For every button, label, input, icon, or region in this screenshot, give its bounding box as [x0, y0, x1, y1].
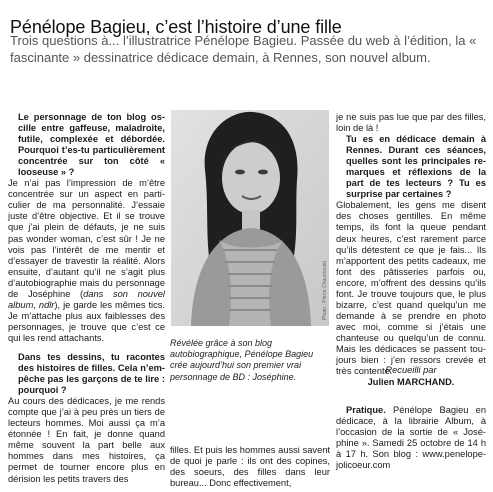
author-name: Julien MARCHAND.: [367, 376, 455, 387]
column-3: [336, 112, 486, 377]
answer-1-note: dans son nouvel album, ndlr: [8, 288, 165, 310]
question-1: Le personnage de ton blog oscille entre gaffeuse, maladroite, futile, complexée et débordée. Pourquoi t’es-tu particulièrement concentrée sur ton côté « looseuse » ?: [18, 112, 165, 178]
portrait-illustration: [171, 110, 329, 326]
portrait-photo: [171, 110, 329, 326]
signature: [336, 365, 486, 388]
answer-2: Au cours des dédicaces, je me rends compte que j’ai à peu près un tiers de lecteurs hommes. Moi aussi ça m’a étonnée ! En fait, je donne quand même souvent la part belle aux hommes dans mes histoires, ça permet de tourner encore plus en dérision les petits travers des: [8, 396, 165, 484]
article-lead: Trois questions à... l’illustratrice Pénélope Bagieu. Passée du web à l’édition, la « fascinante » dessinatrice dédicace demain, à Rennes, son nouvel album.: [10, 33, 477, 65]
pratique-box: [336, 405, 486, 471]
pratique-info: [336, 405, 486, 471]
answer-1-part-1: Je n’ai pas l’impression de m’être concentrée sur un aspect en particulier de ma personnalité. J’essaie juste d’être objective. Et il se trouve que j’ai plein de défauts, je ne suis pas wonder woman, c’est sûr ! Je ne vois pas l’intérêt de me mentir et d’essayer de travestir la réalité. Alors ensuite, d’autant qu’il ne s’agit plus d’autobiographie mais du personnage de Joséphine (: [8, 178, 165, 299]
article-title: Pénélope Bagieu, c’est l’histoire d’une fille: [10, 17, 342, 38]
answer-1: [8, 178, 165, 344]
answer-2-continued: filles. Et puis les hommes aussi savent de quoi je parle : ils ont des copines, des soeurs, des filles dans leur bureau... Donc effectivement,: [170, 445, 330, 489]
pratique-text: Pénélope Bagieu en dédicace, à la librairie Album, à l’occasion de la sortie de « Joséphine ». Samedi 25 octobre de 14 h à 17 h. Son blog : www.penelope-jolicoeur.com: [336, 405, 486, 471]
column-1: [8, 112, 165, 485]
answer-2-end: je ne suis pas lue que par des filles, loin de là !: [336, 112, 486, 134]
pratique-label: Pratique.: [346, 405, 386, 415]
answer-3: Globalement, les gens me disent des choses gentilles. En même temps, ils font la queue pendant deux heures, c’est rarement parce qu’ils détestent ce que je fais... Ils m’apportent des petits cadeaux, me font des pâtisseries parfois ou, encore, m’offrent des dessins qu’ils font. Je trouve toujours que, le plus bizarre, c’est quand quelqu’un me demande à se prendre en photo avec moi, comme si j’étais une chanteuse ou quelqu’un de connu. Mais les dédicaces se passent toujours bien : j’en ressors crevée et très contente.: [336, 200, 486, 377]
question-3: Tu es en dédicace demain à Rennes. Durant ces séances, quelles sont les principales remarques et réflexions de la part de tes lecteurs ? Tu es surprise par certaines ?: [346, 134, 486, 200]
question-2: Dans tes dessins, tu racontes des histoires de filles. Cela n’empêche pas les garçons de te lire : pourquoi ?: [18, 351, 165, 396]
column-2-text: [170, 445, 330, 489]
photo-caption: Révélée grâce à son blog autobiographique, Pénélope Bagieu crée aujourd’hui son premier vrai personnage de BD : Joséphine.: [170, 338, 314, 382]
photo-credit: Photo : Pierre Chaumoulet: [322, 261, 328, 320]
collected-by: Recueilli par: [385, 365, 437, 375]
answer-1-part-2: ), je garde les mêmes tics. Je m’attache plus aux faiblesses des personnages, je trouve que c’est ce qui les rend attachants.: [8, 299, 166, 343]
